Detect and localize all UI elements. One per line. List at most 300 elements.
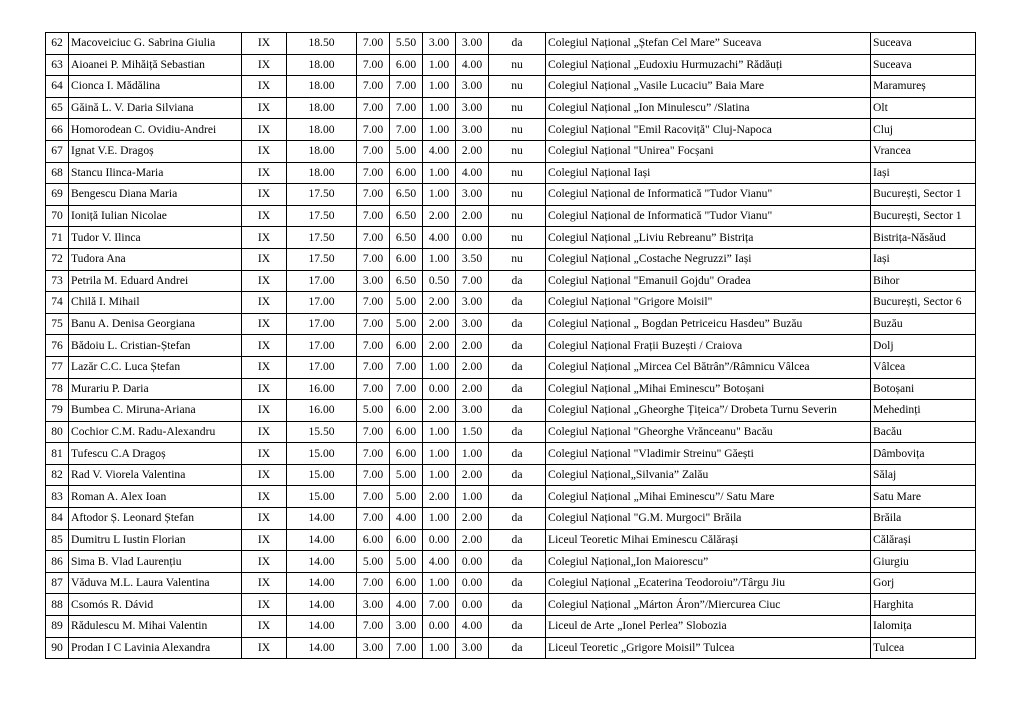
rank-cell: 68: [46, 162, 69, 184]
county-cell: Sălaj: [871, 464, 976, 486]
score-4-cell: 0.00: [456, 227, 489, 249]
flag-cell: da: [489, 551, 546, 573]
score-3-cell: 2.00: [423, 335, 456, 357]
county-cell: Cluj: [871, 119, 976, 141]
student-name-cell: Murariu P. Daria: [69, 378, 242, 400]
score-3-cell: 1.00: [423, 162, 456, 184]
rank-cell: 63: [46, 54, 69, 76]
score-3-cell: 7.00: [423, 594, 456, 616]
score-4-cell: 3.00: [456, 33, 489, 55]
score-4-cell: 3.00: [456, 637, 489, 659]
class-cell: IX: [242, 97, 287, 119]
student-name-cell: Găină L. V. Daria Silviana: [69, 97, 242, 119]
flag-cell: da: [489, 486, 546, 508]
county-cell: Buzău: [871, 313, 976, 335]
flag-cell: da: [489, 400, 546, 422]
score-2-cell: 6.50: [390, 227, 423, 249]
rank-cell: 62: [46, 33, 69, 55]
flag-cell: da: [489, 313, 546, 335]
school-cell: Colegiul Național „Costache Negruzzi” Iași: [546, 248, 871, 270]
class-cell: IX: [242, 486, 287, 508]
score-1-cell: 7.00: [357, 508, 390, 530]
score-1-cell: 7.00: [357, 356, 390, 378]
score-2-cell: 4.00: [390, 508, 423, 530]
score-2-cell: 6.00: [390, 421, 423, 443]
score-3-cell: 1.00: [423, 54, 456, 76]
score-2-cell: 3.00: [390, 616, 423, 638]
score-3-cell: 3.00: [423, 33, 456, 55]
score-4-cell: 1.00: [456, 443, 489, 465]
score-4-cell: 3.00: [456, 313, 489, 335]
score-1-cell: 7.00: [357, 616, 390, 638]
class-cell: IX: [242, 594, 287, 616]
county-cell: Vâlcea: [871, 356, 976, 378]
total-score-cell: 18.00: [287, 162, 357, 184]
total-score-cell: 15.00: [287, 486, 357, 508]
score-1-cell: 7.00: [357, 76, 390, 98]
score-2-cell: 6.50: [390, 270, 423, 292]
score-2-cell: 7.00: [390, 119, 423, 141]
rank-cell: 77: [46, 356, 69, 378]
county-cell: Brăila: [871, 508, 976, 530]
school-cell: Colegiul Național „Vasile Lucaciu” Baia Mare: [546, 76, 871, 98]
table-row: [46, 292, 976, 314]
score-1-cell: 5.00: [357, 551, 390, 573]
score-1-cell: 7.00: [357, 378, 390, 400]
flag-cell: nu: [489, 205, 546, 227]
score-1-cell: 7.00: [357, 313, 390, 335]
results-table-body: [46, 33, 976, 659]
county-cell: Bacău: [871, 421, 976, 443]
total-score-cell: 18.00: [287, 54, 357, 76]
class-cell: IX: [242, 421, 287, 443]
flag-cell: nu: [489, 248, 546, 270]
total-score-cell: 17.00: [287, 356, 357, 378]
county-cell: București, Sector 1: [871, 205, 976, 227]
score-4-cell: 2.00: [456, 205, 489, 227]
school-cell: Colegiul Național "Unirea" Focșani: [546, 140, 871, 162]
class-cell: IX: [242, 184, 287, 206]
total-score-cell: 15.00: [287, 464, 357, 486]
score-4-cell: 3.00: [456, 400, 489, 422]
student-name-cell: Banu A. Denisa Georgiana: [69, 313, 242, 335]
score-2-cell: 6.00: [390, 443, 423, 465]
score-1-cell: 7.00: [357, 33, 390, 55]
flag-cell: da: [489, 508, 546, 530]
class-cell: IX: [242, 616, 287, 638]
class-cell: IX: [242, 335, 287, 357]
student-name-cell: Chilă I. Mihail: [69, 292, 242, 314]
school-cell: Colegiul Național de Informatică "Tudor Vianu": [546, 205, 871, 227]
score-2-cell: 6.50: [390, 184, 423, 206]
score-3-cell: 0.00: [423, 616, 456, 638]
class-cell: IX: [242, 356, 287, 378]
student-name-cell: Homorodean C. Ovidiu-Andrei: [69, 119, 242, 141]
total-score-cell: 17.00: [287, 335, 357, 357]
score-4-cell: 3.00: [456, 292, 489, 314]
score-2-cell: 5.00: [390, 140, 423, 162]
student-name-cell: Rad V. Viorela Valentina: [69, 464, 242, 486]
score-1-cell: 7.00: [357, 292, 390, 314]
score-3-cell: 0.50: [423, 270, 456, 292]
table-row: [46, 313, 976, 335]
results-table: [45, 32, 976, 659]
school-cell: Colegiul Național "Vladimir Streinu" Găești: [546, 443, 871, 465]
total-score-cell: 17.00: [287, 292, 357, 314]
flag-cell: da: [489, 335, 546, 357]
county-cell: Dolj: [871, 335, 976, 357]
student-name-cell: Petrila M. Eduard Andrei: [69, 270, 242, 292]
rank-cell: 66: [46, 119, 69, 141]
flag-cell: nu: [489, 54, 546, 76]
rank-cell: 83: [46, 486, 69, 508]
county-cell: Suceava: [871, 33, 976, 55]
student-name-cell: Cochior C.M. Radu-Alexandru: [69, 421, 242, 443]
flag-cell: nu: [489, 119, 546, 141]
county-cell: București, Sector 1: [871, 184, 976, 206]
flag-cell: da: [489, 616, 546, 638]
total-score-cell: 17.00: [287, 313, 357, 335]
rank-cell: 67: [46, 140, 69, 162]
school-cell: Colegiul Național „Gheorghe Țițeica”/ Drobeta Turnu Severin: [546, 400, 871, 422]
rank-cell: 84: [46, 508, 69, 530]
score-3-cell: 2.00: [423, 313, 456, 335]
score-2-cell: 5.00: [390, 486, 423, 508]
score-3-cell: 1.00: [423, 508, 456, 530]
school-cell: Colegiul Național„Ion Maiorescu”: [546, 551, 871, 573]
flag-cell: nu: [489, 97, 546, 119]
student-name-cell: Csomós R. Dávid: [69, 594, 242, 616]
class-cell: IX: [242, 637, 287, 659]
score-1-cell: 7.00: [357, 335, 390, 357]
total-score-cell: 14.00: [287, 572, 357, 594]
score-3-cell: 4.00: [423, 227, 456, 249]
total-score-cell: 14.00: [287, 529, 357, 551]
class-cell: IX: [242, 162, 287, 184]
score-3-cell: 1.00: [423, 464, 456, 486]
county-cell: Iași: [871, 248, 976, 270]
table-row: [46, 421, 976, 443]
score-2-cell: 6.00: [390, 248, 423, 270]
score-3-cell: 1.00: [423, 443, 456, 465]
score-2-cell: 7.00: [390, 378, 423, 400]
table-row: [46, 184, 976, 206]
school-cell: Colegiul Național „Ecaterina Teodoroiu”/Târgu Jiu: [546, 572, 871, 594]
school-cell: Colegiul Național „Mircea Cel Bătrân”/Râmnicu Vâlcea: [546, 356, 871, 378]
score-3-cell: 1.00: [423, 97, 456, 119]
county-cell: Olt: [871, 97, 976, 119]
rank-cell: 82: [46, 464, 69, 486]
score-2-cell: 7.00: [390, 356, 423, 378]
rank-cell: 81: [46, 443, 69, 465]
school-cell: Colegiul Național „Mihai Eminescu” Botoșani: [546, 378, 871, 400]
student-name-cell: Tufescu C.A Dragoș: [69, 443, 242, 465]
flag-cell: nu: [489, 184, 546, 206]
table-row: [46, 33, 976, 55]
score-2-cell: 6.00: [390, 400, 423, 422]
score-3-cell: 2.00: [423, 486, 456, 508]
score-2-cell: 5.00: [390, 464, 423, 486]
rank-cell: 71: [46, 227, 69, 249]
total-score-cell: 14.00: [287, 508, 357, 530]
flag-cell: da: [489, 356, 546, 378]
table-row: [46, 443, 976, 465]
table-row: [46, 97, 976, 119]
class-cell: IX: [242, 551, 287, 573]
rank-cell: 74: [46, 292, 69, 314]
score-1-cell: 7.00: [357, 162, 390, 184]
class-cell: IX: [242, 292, 287, 314]
score-4-cell: 3.00: [456, 119, 489, 141]
score-3-cell: 0.00: [423, 529, 456, 551]
school-cell: Colegiul Național „Ștefan Cel Mare” Suceava: [546, 33, 871, 55]
score-2-cell: 6.50: [390, 205, 423, 227]
flag-cell: da: [489, 637, 546, 659]
student-name-cell: Tudor V. Ilinca: [69, 227, 242, 249]
flag-cell: da: [489, 529, 546, 551]
school-cell: Colegiul Național „Márton Áron”/Miercurea Ciuc: [546, 594, 871, 616]
school-cell: Colegiul Național Iași: [546, 162, 871, 184]
score-2-cell: 6.00: [390, 335, 423, 357]
flag-cell: da: [489, 378, 546, 400]
class-cell: IX: [242, 400, 287, 422]
flag-cell: da: [489, 292, 546, 314]
student-name-cell: Bădoiu L. Cristian-Ștefan: [69, 335, 242, 357]
rank-cell: 79: [46, 400, 69, 422]
flag-cell: nu: [489, 76, 546, 98]
school-cell: Colegiul Național„Silvania” Zalău: [546, 464, 871, 486]
score-3-cell: 2.00: [423, 205, 456, 227]
score-3-cell: 2.00: [423, 292, 456, 314]
score-1-cell: 3.00: [357, 637, 390, 659]
rank-cell: 86: [46, 551, 69, 573]
class-cell: IX: [242, 33, 287, 55]
score-4-cell: 2.00: [456, 335, 489, 357]
score-3-cell: 1.00: [423, 76, 456, 98]
score-2-cell: 4.00: [390, 594, 423, 616]
score-2-cell: 7.00: [390, 97, 423, 119]
total-score-cell: 14.00: [287, 616, 357, 638]
flag-cell: da: [489, 270, 546, 292]
county-cell: Harghita: [871, 594, 976, 616]
school-cell: Colegiul Național "Grigore Moisil": [546, 292, 871, 314]
county-cell: Iași: [871, 162, 976, 184]
class-cell: IX: [242, 464, 287, 486]
student-name-cell: Aioanei P. Mihăiță Sebastian: [69, 54, 242, 76]
class-cell: IX: [242, 529, 287, 551]
score-3-cell: 1.00: [423, 356, 456, 378]
score-1-cell: 7.00: [357, 227, 390, 249]
total-score-cell: 17.50: [287, 184, 357, 206]
total-score-cell: 18.00: [287, 76, 357, 98]
county-cell: București, Sector 6: [871, 292, 976, 314]
score-3-cell: 2.00: [423, 400, 456, 422]
score-2-cell: 7.00: [390, 637, 423, 659]
school-cell: Colegiul Național Frații Buzești / Craiova: [546, 335, 871, 357]
county-cell: Bihor: [871, 270, 976, 292]
table-row: [46, 205, 976, 227]
score-4-cell: 1.50: [456, 421, 489, 443]
score-4-cell: 4.00: [456, 162, 489, 184]
school-cell: Liceul Teoretic Mihai Eminescu Călărași: [546, 529, 871, 551]
score-2-cell: 6.00: [390, 54, 423, 76]
table-row: [46, 486, 976, 508]
school-cell: Liceul de Arte „Ionel Perlea” Slobozia: [546, 616, 871, 638]
score-4-cell: 3.00: [456, 76, 489, 98]
student-name-cell: Lazăr C.C. Luca Ștefan: [69, 356, 242, 378]
score-1-cell: 3.00: [357, 270, 390, 292]
school-cell: Colegiul Național "Emil Racoviță" Cluj-Napoca: [546, 119, 871, 141]
total-score-cell: 16.00: [287, 400, 357, 422]
class-cell: IX: [242, 443, 287, 465]
school-cell: Liceul Teoretic „Grigore Moisil” Tulcea: [546, 637, 871, 659]
table-row: [46, 76, 976, 98]
table-row: [46, 637, 976, 659]
student-name-cell: Cionca I. Mădălina: [69, 76, 242, 98]
score-4-cell: 0.00: [456, 572, 489, 594]
score-3-cell: 1.00: [423, 119, 456, 141]
flag-cell: nu: [489, 162, 546, 184]
score-1-cell: 7.00: [357, 97, 390, 119]
rank-cell: 80: [46, 421, 69, 443]
flag-cell: nu: [489, 227, 546, 249]
county-cell: Satu Mare: [871, 486, 976, 508]
county-cell: Ialomița: [871, 616, 976, 638]
score-2-cell: 6.00: [390, 529, 423, 551]
student-name-cell: Bumbea C. Miruna-Ariana: [69, 400, 242, 422]
county-cell: Vrancea: [871, 140, 976, 162]
score-1-cell: 3.00: [357, 594, 390, 616]
score-2-cell: 6.00: [390, 162, 423, 184]
county-cell: Mehedinți: [871, 400, 976, 422]
county-cell: Călărași: [871, 529, 976, 551]
score-2-cell: 5.00: [390, 292, 423, 314]
rank-cell: 76: [46, 335, 69, 357]
score-1-cell: 7.00: [357, 572, 390, 594]
score-2-cell: 5.00: [390, 313, 423, 335]
county-cell: Tulcea: [871, 637, 976, 659]
student-name-cell: Bengescu Diana Maria: [69, 184, 242, 206]
score-4-cell: 0.00: [456, 551, 489, 573]
score-1-cell: 7.00: [357, 421, 390, 443]
flag-cell: da: [489, 421, 546, 443]
county-cell: Botoșani: [871, 378, 976, 400]
score-2-cell: 5.00: [390, 551, 423, 573]
school-cell: Colegiul Național „Eudoxiu Hurmuzachi” Rădăuți: [546, 54, 871, 76]
total-score-cell: 14.00: [287, 637, 357, 659]
county-cell: Maramureș: [871, 76, 976, 98]
table-row: [46, 529, 976, 551]
table-row: [46, 508, 976, 530]
rank-cell: 78: [46, 378, 69, 400]
total-score-cell: 17.50: [287, 248, 357, 270]
score-3-cell: 1.00: [423, 184, 456, 206]
table-row: [46, 335, 976, 357]
flag-cell: nu: [489, 140, 546, 162]
rank-cell: 73: [46, 270, 69, 292]
table-row: [46, 378, 976, 400]
flag-cell: da: [489, 594, 546, 616]
school-cell: Colegiul Național "Emanuil Gojdu" Oradea: [546, 270, 871, 292]
class-cell: IX: [242, 140, 287, 162]
score-1-cell: 7.00: [357, 54, 390, 76]
score-3-cell: 1.00: [423, 248, 456, 270]
flag-cell: da: [489, 572, 546, 594]
table-row: [46, 572, 976, 594]
county-cell: Giurgiu: [871, 551, 976, 573]
score-1-cell: 7.00: [357, 248, 390, 270]
score-4-cell: 2.00: [456, 508, 489, 530]
student-name-cell: Tudora Ana: [69, 248, 242, 270]
student-name-cell: Prodan I C Lavinia Alexandra: [69, 637, 242, 659]
score-3-cell: 0.00: [423, 378, 456, 400]
total-score-cell: 17.50: [287, 205, 357, 227]
rank-cell: 87: [46, 572, 69, 594]
class-cell: IX: [242, 378, 287, 400]
rank-cell: 70: [46, 205, 69, 227]
score-1-cell: 6.00: [357, 529, 390, 551]
class-cell: IX: [242, 248, 287, 270]
total-score-cell: 14.00: [287, 594, 357, 616]
total-score-cell: 18.50: [287, 33, 357, 55]
score-4-cell: 1.00: [456, 486, 489, 508]
score-4-cell: 4.00: [456, 616, 489, 638]
school-cell: Colegiul Național "Gheorghe Vrănceanu" Bacău: [546, 421, 871, 443]
table-row: [46, 551, 976, 573]
total-score-cell: 17.50: [287, 227, 357, 249]
results-sheet: [45, 32, 976, 659]
total-score-cell: 15.00: [287, 443, 357, 465]
score-4-cell: 2.00: [456, 529, 489, 551]
school-cell: Colegiul Național „Ion Minulescu” /Slatina: [546, 97, 871, 119]
score-1-cell: 7.00: [357, 184, 390, 206]
table-row: [46, 227, 976, 249]
score-4-cell: 3.00: [456, 97, 489, 119]
class-cell: IX: [242, 313, 287, 335]
score-4-cell: 2.00: [456, 140, 489, 162]
score-4-cell: 2.00: [456, 356, 489, 378]
student-name-cell: Aftodor Ș. Leonard Ștefan: [69, 508, 242, 530]
table-row: [46, 162, 976, 184]
score-4-cell: 7.00: [456, 270, 489, 292]
student-name-cell: Roman A. Alex Ioan: [69, 486, 242, 508]
county-cell: Gorj: [871, 572, 976, 594]
table-row: [46, 594, 976, 616]
score-3-cell: 1.00: [423, 637, 456, 659]
score-4-cell: 0.00: [456, 594, 489, 616]
class-cell: IX: [242, 227, 287, 249]
county-cell: Suceava: [871, 54, 976, 76]
score-2-cell: 7.00: [390, 76, 423, 98]
score-4-cell: 3.50: [456, 248, 489, 270]
rank-cell: 88: [46, 594, 69, 616]
flag-cell: da: [489, 464, 546, 486]
class-cell: IX: [242, 119, 287, 141]
student-name-cell: Rădulescu M. Mihai Valentin: [69, 616, 242, 638]
school-cell: Colegiul Național „ Bogdan Petriceicu Hasdeu” Buzău: [546, 313, 871, 335]
score-2-cell: 5.50: [390, 33, 423, 55]
score-4-cell: 2.00: [456, 378, 489, 400]
rank-cell: 75: [46, 313, 69, 335]
table-row: [46, 119, 976, 141]
score-3-cell: 1.00: [423, 421, 456, 443]
score-3-cell: 4.00: [423, 140, 456, 162]
table-row: [46, 54, 976, 76]
table-row: [46, 400, 976, 422]
total-score-cell: 14.00: [287, 551, 357, 573]
score-1-cell: 7.00: [357, 443, 390, 465]
score-1-cell: 7.00: [357, 464, 390, 486]
